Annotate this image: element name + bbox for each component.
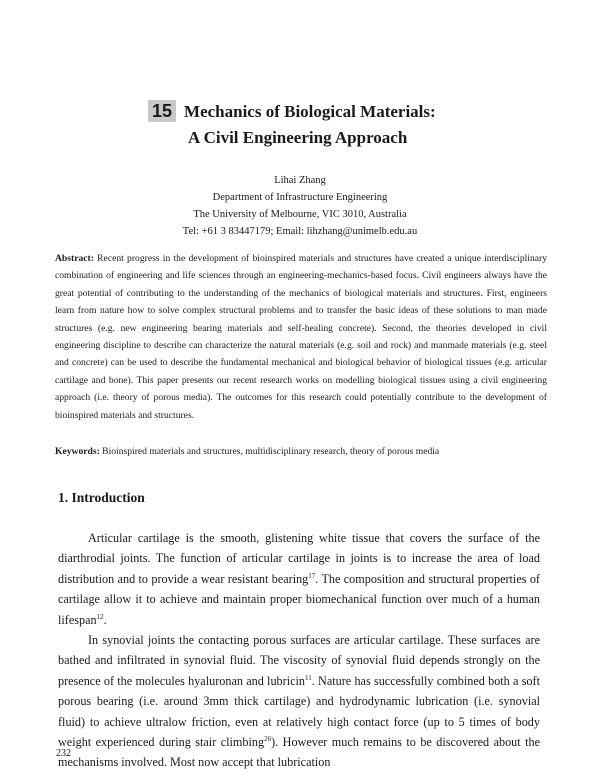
keywords-label: Keywords: (55, 446, 100, 457)
page-number: 232 (56, 748, 71, 759)
chapter-title-line-2: A Civil Engineering Approach (188, 128, 408, 147)
abstract-label: Abstract: (55, 253, 94, 264)
citation: 17 (308, 571, 316, 580)
author-name: Lihai Zhang (274, 175, 326, 186)
abstract (55, 250, 547, 424)
chapter-number-badge: 15 (148, 100, 176, 122)
citation: 26 (264, 735, 272, 743)
paragraph-2-text-a: In synovial joints the contacting porous surfaces are articular cartilage. These surfaces are bathed and infiltrated in synovial fluid. The viscosity of synovial fluid depends strongly on the presence of the molecules hyaluronan and lubricin (58, 633, 540, 688)
paragraph-1-text-a: Articular cartilage is the smooth, glistening white tissue that covers the surface of the diarthrodial joints. The function of articular cartilage in joints is to increase the area of load distribution and to provide a wear resistant bearing (58, 531, 540, 586)
author-contact: Tel: +61 3 83447179; Email: lihzhang@unimelb.edu.au (182, 226, 418, 237)
paragraph-1 (58, 528, 540, 630)
chapter-title-line-1 (148, 102, 436, 124)
section-heading: 1. Introduction (58, 490, 145, 505)
author-block (0, 172, 600, 240)
paragraph-2-text-c: ). However much remains to be discovered about the mechanisms involved. Most now accept that lubrication (58, 735, 541, 770)
author-university: The University of Melbourne, VIC 3010, Australia (193, 209, 407, 220)
paragraph-1-text-c: . (103, 612, 107, 627)
chapter-title-text-1: Mechanics of Biological Materials: (184, 102, 436, 121)
citation: 11 (304, 673, 312, 682)
body-text (58, 528, 540, 773)
paragraph-2 (58, 630, 540, 773)
author-department: Department of Infrastructure Engineering (212, 192, 388, 203)
citation: 12 (96, 612, 104, 621)
paragraph-1-text-b: . The composition and structural properties of cartilage allow it to achieve and maintain proper biomechanical function over much of a human lifespan (58, 571, 540, 627)
keywords-text: Bioinspired materials and structures, multidisciplinary research, theory of porous media (102, 446, 440, 457)
abstract-text: Recent progress in the development of bioinspired materials and structures have created a unique interdisciplinary combination of engineering and life sciences through an engineering-mechanics-based focus. Civil engineers always have the great potential of contributing to the understanding of the mechanics of biological materials and structures. First, engineers learn from nature how to solve complex structural problems and to transfer the basic ideas of these solutions to man made structures (e.g. new engineering bearing materials and self-healing concrete). Second, the theories developed in civil engineering discipline to describe can characterize the natural materials (e.g. soil and rock) and manmade materials (e.g. steel and concrete) can be used to describe the fundamental mechanical and biological behavior of biological tissues (e.g. articular cartilage and bone). This paper presents our recent research works on modelling biological tissues using a civil engineering approach (i.e. theory of porous media). The outcomes for this research could potentially contribute to the development of bioinspired materials and structures. (55, 253, 547, 421)
keywords (55, 443, 547, 460)
paragraph-2-text-b: . Nature has successfully combined both a soft porous bearing (i.e. around 3mm thick cartilage) and hydrodynamic lubrication (i.e. synovial fluid) to achieve ultralow friction, even at relatively high contact force (up to 5 times of body weight experienced during stair climbing (58, 673, 540, 750)
